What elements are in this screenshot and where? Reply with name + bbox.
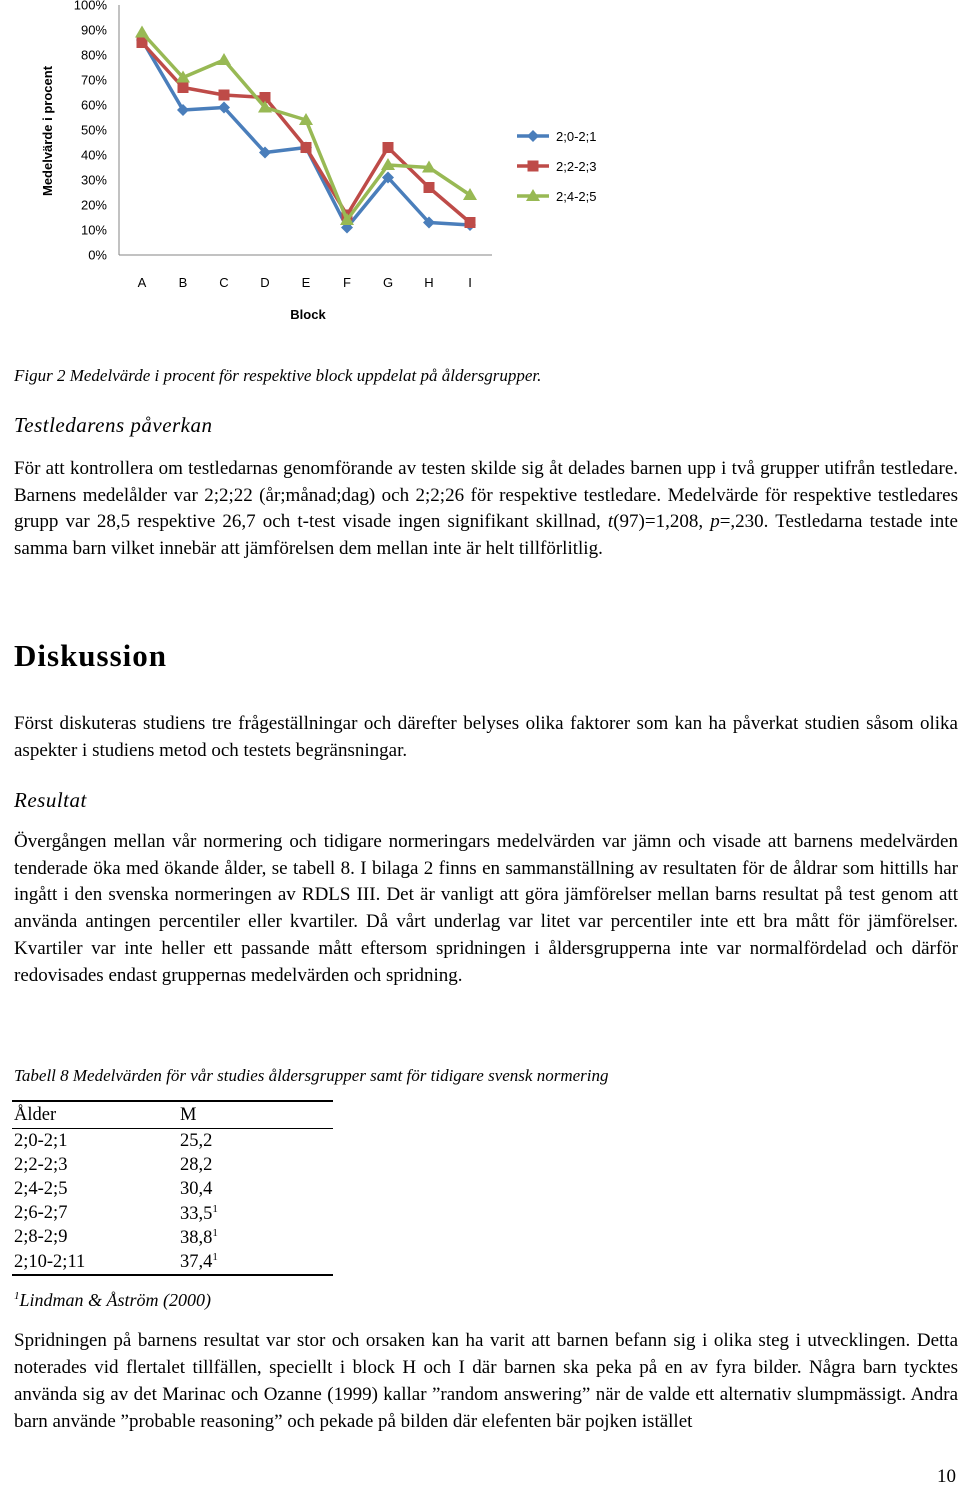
series-layer — [135, 26, 477, 234]
x-axis-ticks — [138, 275, 472, 290]
cell-m-value: 38,8 — [180, 1227, 213, 1248]
x-tick-label: I — [468, 275, 472, 290]
cell-m-value: 37,4 — [180, 1252, 213, 1273]
table-row — [12, 1129, 333, 1154]
table-row — [12, 1250, 333, 1275]
cell-m — [178, 1153, 333, 1177]
p-symbol: p — [710, 511, 720, 533]
heading-diskussion: Diskussion — [14, 638, 168, 673]
figure-caption: Figur 2 Medelvärde i procent för respektive block uppdelat på åldersgrupper. — [14, 366, 542, 385]
series-line — [142, 33, 470, 221]
table-row — [12, 1153, 333, 1177]
paragraph-resultat: Övergången mellan vår normering och tidigare normeringars medelvärden var jämn och visade att barnens medelvärden tenderade öka med ökande ålder, se tabell 8. I bilaga 2 finns en sammanställning av resultaten för de åldrar som hittills har ingått i den svenska normeringen av RDLS III. Det är vanligt att göra jämförelser mellan barns resultat på test genom att använda antingen percentiler eller kvartiler. Då vårt underlag var litet var percentiler inte ett bra mått för jämförelser. Kvartiler var inte heller ett passande mått eftersom spridningen i åldersgrupperna inte var normalfördelad och därför redovisades endast gruppernas medelvärden och spridning. — [14, 831, 958, 986]
data-point — [383, 142, 394, 153]
cell-m — [178, 1129, 333, 1154]
series-square — [137, 37, 476, 228]
data-point — [465, 217, 476, 228]
cell-m — [178, 1202, 333, 1226]
data-point — [424, 182, 435, 193]
y-tick-label: 80% — [80, 47, 107, 63]
y-tick-label: 60% — [80, 97, 107, 113]
x-tick-label: F — [343, 275, 351, 290]
data-point — [301, 142, 312, 153]
y-tick-label: 100% — [73, 0, 107, 13]
y-tick-label: 30% — [80, 172, 107, 188]
legend-marker — [528, 161, 539, 172]
series-line — [142, 40, 470, 228]
x-axis-label: Block — [290, 307, 326, 322]
table-footnote — [14, 1290, 211, 1311]
y-tick-label: 0% — [88, 247, 107, 263]
table-row — [12, 1226, 333, 1250]
cell-m — [178, 1250, 333, 1275]
heading-testledarens-paverkan: Testledarens påverkan — [14, 413, 213, 437]
data-point — [217, 53, 231, 65]
cell-age: 2;0-2;1 — [14, 1130, 68, 1151]
cell-m-value: 30,4 — [180, 1179, 213, 1200]
footnote-mark: 1 — [14, 1290, 20, 1302]
column-header-alder: Ålder — [12, 1101, 178, 1129]
cell-m-note: 1 — [212, 1202, 218, 1215]
series-triangle — [135, 26, 477, 226]
y-tick-label: 10% — [80, 222, 107, 238]
data-point — [219, 90, 230, 101]
cell-m-value: 25,2 — [180, 1131, 213, 1152]
cell-age: 2;6-2;7 — [14, 1203, 68, 1224]
series-line — [142, 43, 470, 223]
y-axis-ticks — [74, 0, 108, 263]
series-diamond — [136, 34, 476, 234]
heading-resultat: Resultat — [14, 788, 87, 812]
table-medelvarden — [12, 1100, 333, 1276]
y-tick-label: 40% — [80, 147, 107, 163]
cell-age: 2;8-2;9 — [14, 1227, 68, 1248]
y-tick-label: 20% — [80, 197, 107, 213]
cell-m-value: 33,5 — [180, 1203, 213, 1224]
paragraph-testledare-end: =,230. Testledarna testade inte samma barn vilket innebär att jämförelsen dem mellan inte är helt tillförlitlig. — [14, 511, 958, 560]
x-tick-label: C — [219, 275, 229, 290]
legend — [517, 129, 596, 204]
data-point — [178, 82, 189, 93]
paragraph-testledare-text: För att kontrollera om testledarnas genomförande av testen skilde sig åt delades barnen upp i två grupper utifrån testledare. Barnens medelålder var 2;2;22 (år;månad;dag) och 2;2;26 för respektive testledare. Medelvärde för respektive testledares grupp var 28,5 respektive 26,7 och t-test visade ingen signifikant skillnad, — [14, 458, 958, 533]
cell-age: 2;10-2;11 — [14, 1251, 86, 1272]
x-tick-label: A — [137, 275, 147, 290]
legend-label: 2;4-2;5 — [556, 189, 597, 204]
column-header-m: M — [178, 1101, 333, 1129]
table-caption: Tabell 8 Medelvärden för vår studies åldersgrupper samt för tidigare svensk normering — [14, 1066, 609, 1085]
cell-m — [178, 1177, 333, 1201]
cell-m-note: 1 — [212, 1226, 218, 1239]
data-point — [135, 26, 149, 38]
paragraph-testledare-stat: (97)=1,208, — [613, 511, 711, 533]
legend-label: 2;0-2;1 — [556, 129, 597, 144]
y-axis-label: Medelvärde i procent — [40, 65, 55, 197]
x-tick-label: E — [301, 275, 311, 290]
cell-m-value: 28,2 — [180, 1155, 213, 1176]
table-row — [12, 1177, 333, 1201]
footnote-text: Lindman & Åström (2000) — [19, 1290, 212, 1310]
paragraph-diskussion: Först diskuteras studiens tre frågeställningar och därefter belyses olika faktorer som kan ha påverkat studien såsom olika aspekter i studiens metod och testets begränsningar. — [14, 713, 958, 761]
x-tick-label: G — [382, 275, 394, 290]
y-tick-label: 70% — [80, 72, 107, 88]
y-tick-label: 50% — [80, 122, 107, 138]
y-tick-label: 90% — [80, 22, 107, 38]
legend-label: 2;2-2;3 — [556, 159, 597, 174]
cell-age: 2;2-2;3 — [14, 1154, 68, 1175]
legend-marker — [527, 130, 539, 142]
x-tick-label: D — [260, 275, 270, 290]
table-header-row — [12, 1101, 333, 1129]
cell-m — [178, 1226, 333, 1250]
x-tick-label: B — [178, 275, 188, 290]
paragraph-spridningen: Spridningen på barnens resultat var stor och orsaken kan ha varit att barnen befann sig i olika steg i utvecklingen. Detta noterades vid flertalet tillfällen, speciellt i block H och I där barnen ska peka på en av fyra bilder. Några barn tycktes använda sig av det Marinac och Ozanne (1999) kallar ”random answering” när de valde ett alternativ slumpmässigt. Andra barn använde ”probable reasoning” och pekade på bilden där elefenten bär pojken istället — [14, 1330, 958, 1432]
line-chart — [0, 0, 960, 330]
x-tick-label: H — [424, 275, 434, 290]
page-number: 10 — [937, 1466, 956, 1487]
cell-m-note: 1 — [212, 1250, 218, 1263]
cell-age: 2;4-2;5 — [14, 1178, 68, 1199]
table-row — [12, 1202, 333, 1226]
t-symbol: t — [607, 511, 614, 533]
paragraph-testledare — [14, 456, 958, 563]
